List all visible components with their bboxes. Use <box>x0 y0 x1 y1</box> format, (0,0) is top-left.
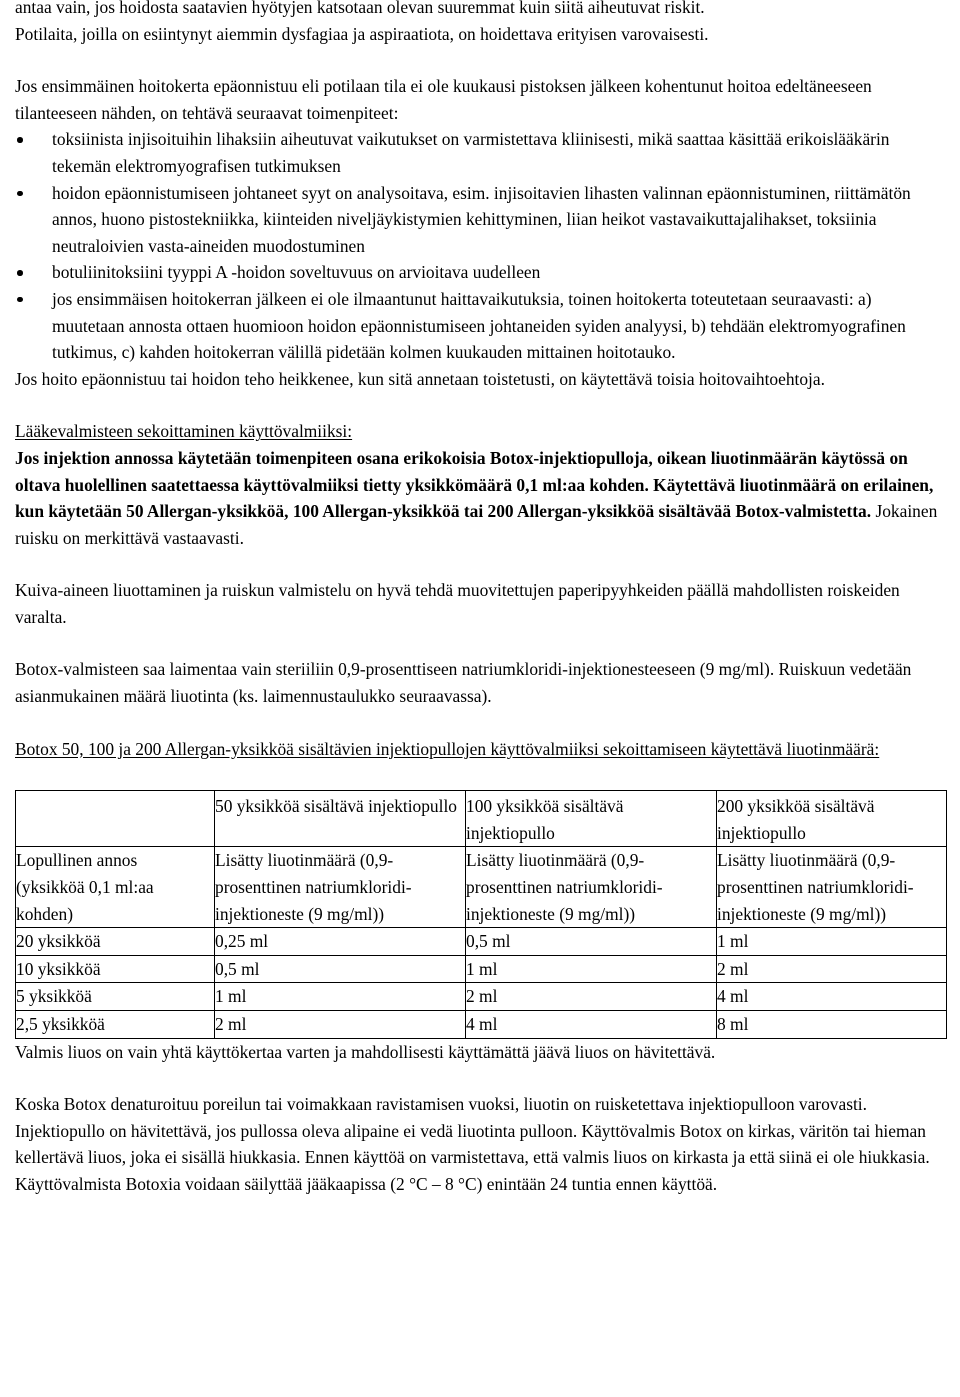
table-cell: Lisätty liuotinmäärä (0,9-prosenttinen natriumkloridi-injektioneste (9 mg/ml)) <box>215 847 466 928</box>
reconstitution-heading: Lääkevalmisteen sekoittaminen käyttövalmiiksi: <box>15 421 353 442</box>
table-cell: 20 yksikköä <box>16 928 215 956</box>
table-cell: 8 ml <box>717 1011 947 1039</box>
document-page <box>15 0 947 1198</box>
table-cell: 2 ml <box>215 1011 466 1039</box>
table-cell: 1 ml <box>717 928 947 956</box>
table-cell <box>16 791 215 847</box>
list-item: toksiinista injisoituihin lihaksiin aiheutuvat vaikutukset on varmistettava kliinisesti, mikä saattaa käsittää erikoislääkärin tekemän elektromyografisen tutkimuksen <box>15 126 947 179</box>
table-header-row <box>16 791 947 847</box>
failure-closing: Jos hoito epäonnistuu tai hoidon teho heikkenee, kun sitä annetaan toistetusti, on käytettävä toisia hoitovaihtoehtoja. <box>15 368 825 389</box>
table-cell: 4 ml <box>466 1011 717 1039</box>
table-cell: 200 yksikköä sisältävä injektiopullo <box>717 791 947 847</box>
table-row <box>16 955 947 983</box>
table-heading: Botox 50, 100 ja 200 Allergan-yksikköä sisältävien injektiopullojen käyttövalmiiksi sekoittamiseen käytettävä liuotinmäärä: <box>15 738 880 759</box>
table-cell: Lisätty liuotinmäärä (0,9-prosenttinen natriumkloridi-injektioneste (9 mg/ml)) <box>466 847 717 928</box>
table-cell: 100 yksikköä sisältävä injektiopullo <box>466 791 717 847</box>
table-cell: 0,5 ml <box>466 928 717 956</box>
failure-bullet-list <box>15 126 947 365</box>
table-cell: 10 yksikköä <box>16 955 215 983</box>
storage-paragraph: Käyttövalmista Botoxia voidaan säilyttää jääkaapissa (2 °C – 8 °C) enintään 24 tuntia ennen käyttöä. <box>15 1173 718 1194</box>
list-item: jos ensimmäisen hoitokerran jälkeen ei ole ilmaantunut haittavaikutuksia, toinen hoitokerta toteutetaan seuraavasti: a) muutetaan annosta ottaen huomioon hoidon epäonnistumiseen johtaneiden syiden analyysi, b) tehdään elektromyografinen tutkimus, c) kahden hoitokerran välillä pidetään kolmen kuukauden mittainen hoitotauko. <box>15 286 947 366</box>
handling-paragraph: Koska Botox denaturoituu poreilun tai voimakkaan ravistamisen vuoksi, liuotin on ruisketettava injektiopulloon varovasti. Injektiopullo on hävitettävä, jos pullossa oleva alipaine ei vedä liuotinta pulloon. Käyttövalmis Botox on kirkas, väritön tai hieman kellertävä liuos, joka ei sisällä hiukkasia. Ennen käyttöä on varmistettava, että valmis liuos on kirkasta ja että siinä ei ole hiukkasia. <box>15 1094 930 1168</box>
single-use-note: Valmis liuos on vain yhtä käyttökertaa varten ja mahdollisesti käyttämättä jäävä liuos on hävitettävä. <box>15 1041 716 1062</box>
reconstitution-para-2: Kuiva-aineen liuottaminen ja ruiskun valmistelu on hyvä tehdä muovitettujen paperipyyhkeiden päällä mahdollisten roiskeiden varalta. <box>15 580 900 627</box>
table-cell: 2 ml <box>466 983 717 1011</box>
reconstitution-para-3: Botox-valmisteen saa laimentaa vain steriiliin 0,9-prosenttiseen natriumkloridi-injektionesteeseen (9 mg/ml). Ruiskuun vedetään asianmukainen määrä liuotinta (ks. laimennustaulukko seuraavassa). <box>15 659 912 707</box>
list-item: botuliinitoksiini tyyppi A -hoidon soveltuvuus on arvioitava uudelleen <box>15 259 947 286</box>
table-cell: 2 ml <box>717 955 947 983</box>
table-cell: 1 ml <box>215 983 466 1011</box>
table-cell: 2,5 yksikköä <box>16 1011 215 1039</box>
list-item: hoidon epäonnistumiseen johtaneet syyt on analysoitava, esim. injisoitavien lihasten valinnan epäonnistuminen, riittämätön annos, huono pistostekniikka, kiinteiden niveljäykistymien kehittyminen, liian heikot vastavaikuttajalihakset, toksiinia neutraloivien vasta-aineiden muodostuminen <box>15 180 947 260</box>
table-cell: 1 ml <box>466 955 717 983</box>
table-cell: Lisätty liuotinmäärä (0,9-prosenttinen natriumkloridi-injektioneste (9 mg/ml)) <box>717 847 947 928</box>
table-cell: 50 yksikköä sisältävä injektiopullo <box>215 791 466 847</box>
intro-line-2: Potilaita, joilla on esiintynyt aiemmin dysfagiaa ja aspiraatiota, on hoidettava erityisen varovaisesti. <box>15 23 709 44</box>
table-cell: Lopullinen annos (yksikköä 0,1 ml:aa kohden) <box>16 847 215 928</box>
table-cell: 5 yksikköä <box>16 983 215 1011</box>
reconstitution-bold-text: Jos injektion annossa käytetään toimenpiteen osana erikokoisia Botox-injektiopulloja, oikean liuotinmäärän käytössä on oltava huolellinen saatettaessa käyttövalmiiksi tietty yksikkömäärä 0,1 ml:aa kohden. Käytettävä liuotinmäärä on erilainen, kun käytetään 50 Allergan-yksikköä, 100 Allergan-yksikköä tai 200 Allergan-yksikköä sisältävää Botox-valmistetta. <box>15 447 934 522</box>
table-cell: 4 ml <box>717 983 947 1011</box>
intro-line-1: antaa vain, jos hoidosta saatavien hyötyjen katsotaan olevan suuremmat kuin siitä aiheutuvat riskit. <box>15 0 705 17</box>
table-cell: 0,25 ml <box>215 928 466 956</box>
table-row <box>16 1011 947 1039</box>
table-row <box>16 928 947 956</box>
table-cell: 0,5 ml <box>215 955 466 983</box>
reconstitution-paragraph <box>15 445 947 551</box>
reconstitution-normal-text: Jokainen ruisku on merkittävä vastaavasti. <box>15 501 938 548</box>
table-header-row <box>16 847 947 928</box>
failure-intro: Jos ensimmäinen hoitokerta epäonnistuu eli potilaan tila ei ole kuukausi pistoksen jälkeen kohentunut hoitoa edeltäneeseen tilanteeseen nähden, on tehtävä seuraavat toimenpiteet: <box>15 76 872 123</box>
dilution-table <box>15 790 947 1038</box>
table-row <box>16 983 947 1011</box>
